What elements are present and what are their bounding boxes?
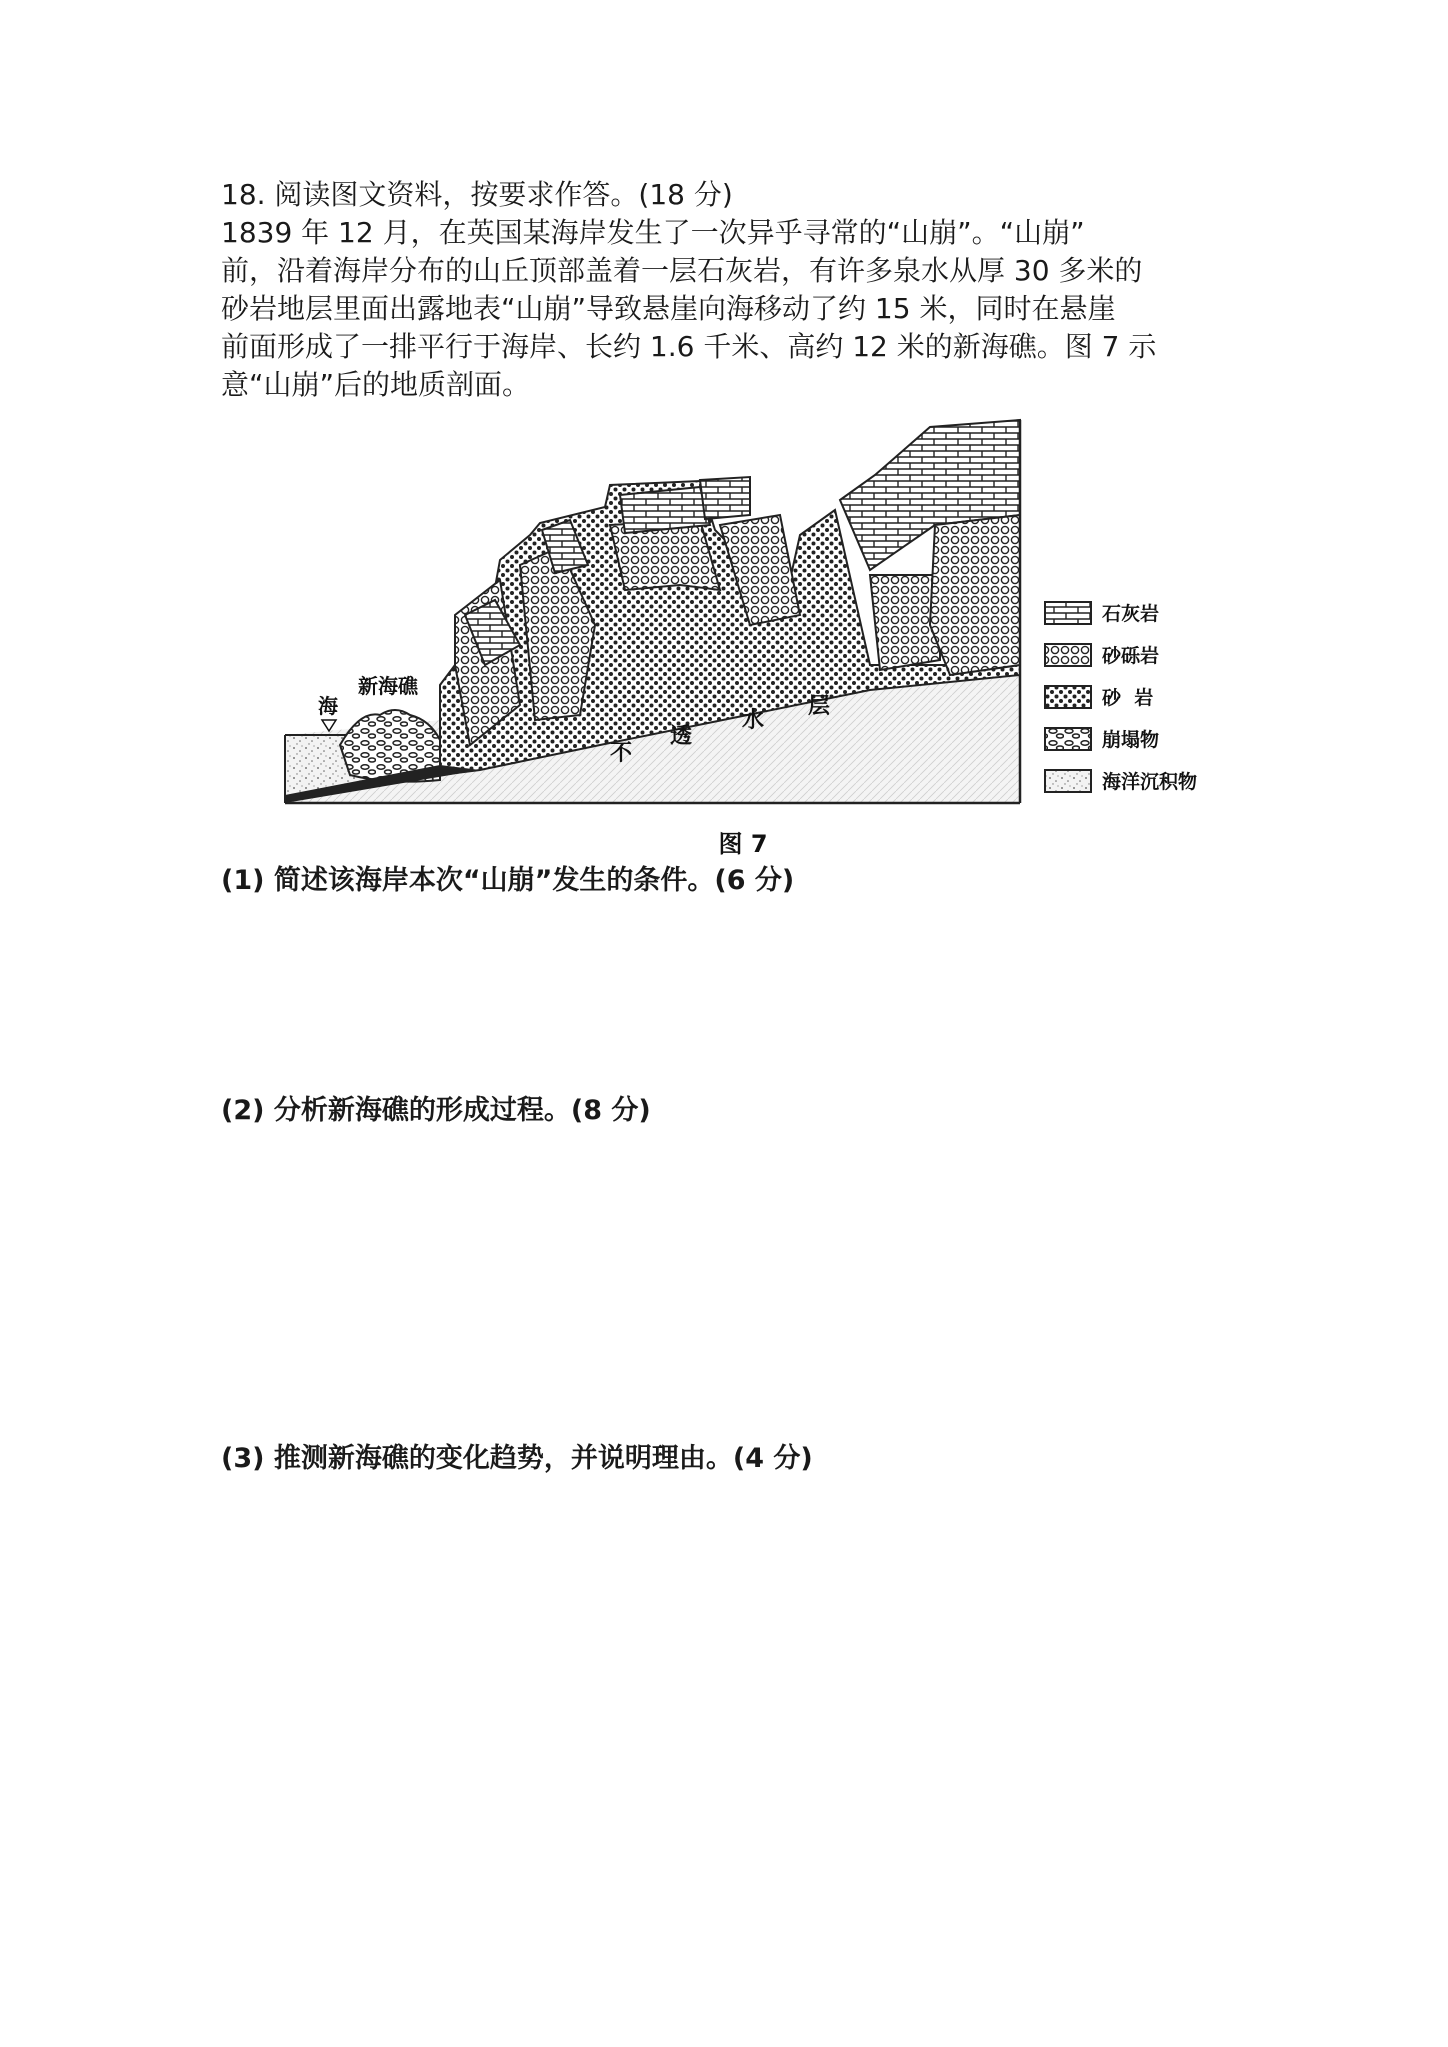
sub-question-2: (2) 分析新海礁的形成过程。(8 分) [221, 1095, 651, 1126]
answer-area-2[interactable] [221, 1135, 1221, 1435]
limestone-cap-3 [620, 487, 710, 533]
figure-caption: 图 7 [718, 830, 768, 858]
legend-swatch-sandstone [1045, 686, 1091, 708]
legend-label-gravel: 砂砾岩 [1102, 645, 1160, 667]
geologic-cross-section-figure [280, 415, 1240, 860]
cross-section-diagram [280, 415, 1240, 860]
question-header: 18. 阅读图文资料，按要求作答。(18 分) [221, 178, 733, 211]
stem-line-1: 1839 年 12 月，在英国某海岸发生了一次异乎寻常的“山崩”。“山崩” [221, 216, 1085, 249]
label-impermeable-1: 不 [610, 741, 633, 766]
legend-label-limestone: 石灰岩 [1102, 603, 1160, 625]
stem-line-4: 前面形成了一排平行于海岸、长约 1.6 千米、高约 12 米的新海礁。图 7 示 [221, 330, 1157, 363]
answer-area-1[interactable] [221, 905, 1221, 1085]
label-impermeable-4: 层 [808, 694, 831, 719]
question-stem [221, 176, 1241, 404]
label-new-reef: 新海礁 [358, 674, 418, 698]
legend-label-sandstone: 砂 岩 [1102, 687, 1154, 709]
label-impermeable-3: 水 [742, 708, 765, 733]
legend [1045, 602, 1197, 793]
cliff-gravel-layer [930, 515, 1020, 675]
legend-label-sediment: 海洋沉积物 [1102, 771, 1198, 793]
answer-area-3[interactable] [221, 1483, 1221, 1983]
stem-line-5: 意“山崩”后的地质剖面。 [221, 368, 531, 401]
label-sea: 海 [318, 694, 338, 718]
legend-label-debris: 崩塌物 [1102, 729, 1160, 751]
legend-swatch-sediment [1045, 770, 1091, 792]
label-impermeable-2: 透 [670, 724, 693, 749]
legend-swatch-debris [1045, 728, 1091, 750]
sub-question-3: (3) 推测新海礁的变化趋势，并说明理由。(4 分) [221, 1443, 813, 1474]
legend-swatch-gravel [1045, 644, 1091, 666]
stem-line-3: 砂岩地层里面出露地表“山崩”导致悬崖向海移动了约 15 米，同时在悬崖 [221, 292, 1116, 325]
legend-swatch-limestone [1045, 602, 1091, 624]
stem-line-2: 前，沿着海岸分布的山丘顶部盖着一层石灰岩，有许多泉水从厚 30 多米的 [221, 254, 1143, 287]
sub-question-1: (1) 简述该海岸本次“山崩”发生的条件。(6 分) [221, 865, 795, 896]
water-level-marker-icon [322, 720, 336, 731]
limestone-cap-4 [700, 477, 750, 519]
